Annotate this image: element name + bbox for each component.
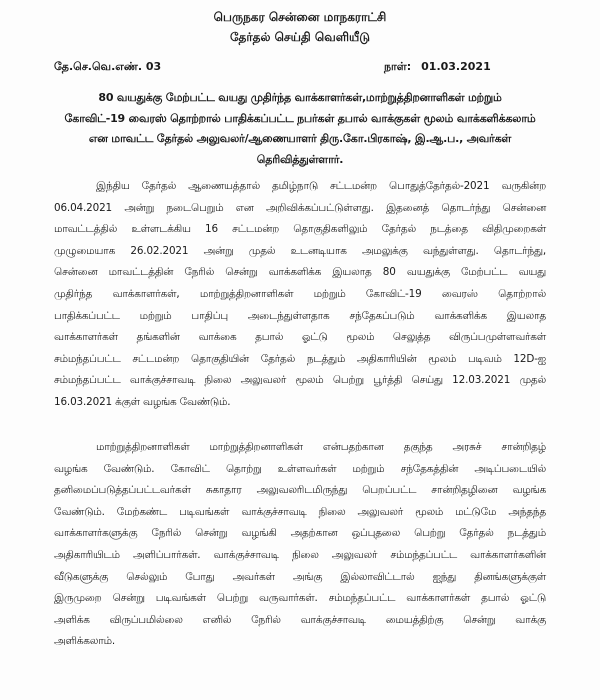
paragraph-line: 16.03.2021 க்குள் வழங்க வேண்டும்.: [54, 395, 231, 408]
headline-line: தெரிவித்துள்ளார்.: [256, 152, 344, 166]
paragraph-line: சம்மந்தப்பட்ட வாக்குச்சாவடி நிலை அலுவலர் மூலம் பெற்று பூர்த்தி செய்து 12.03.2021 முதல்: [54, 374, 546, 387]
date-block: [384, 59, 491, 75]
paragraph-line: வீடுகளுக்கு செல்லும் போது அவர்கள் அங்கு இல்லாவிட்டால் ஐந்து தினங்களுக்குள்: [54, 570, 546, 583]
paragraph-line: 06.04.2021 அன்று நடைபெறும் என அறிவிக்கப்பட்டுள்ளது. இதனைத் தொடர்ந்து சென்னை: [54, 201, 546, 214]
paragraph-line: தனிமைப்படுத்தப்பட்டவர்கள் சுகாதார அலுவலரிடமிருந்து பெறப்பட்ட சான்றிதழினை வழங்க: [54, 484, 546, 497]
body-paragraph-1: [54, 176, 546, 414]
paragraph-line: அளிக்கலாம்.: [54, 635, 115, 648]
paragraph-line: சம்மந்தப்பட்ட சட்டமன்ற தொகுதியின் தேர்தல் நடத்தும் அதிகாரியின் மூலம் படிவம் 12D-ஐ: [54, 352, 546, 365]
paragraph-line: முழுமையாக 26.02.2021 அன்று முதல் உடனடியாக அமலுக்கு வந்துள்ளது. தொடர்ந்து,: [54, 244, 546, 257]
paragraph-line: இந்திய தேர்தல் ஆணையத்தால் தமிழ்நாடு சட்டமன்ற பொதுத்தேர்தல்-2021 வருகின்ற: [96, 180, 546, 192]
date-label: நாள்:: [384, 60, 412, 73]
headline-line: 80 வயதுக்கு மேற்பட்ட வயது முதிர்ந்த வாக்காளர்கள்,மாற்றுத்திறனாளிகள் மற்றும்: [98, 91, 502, 104]
document-title: தேர்தல் செய்தி வெளியீடு: [230, 30, 370, 44]
headline-line: என மாவட்ட தேர்தல் அலுவலர்/ஆணையாளர் திரு.கோ.பிரகாஷ், இ.ஆ.ப., அவர்கள்: [88, 132, 512, 145]
paragraph-line: அதிகாரியிடம் அளிப்பார்கள். வாக்குச்சாவடி நிலை அலுவலர் சம்மந்தப்பட்ட வாக்காளர்களின்: [54, 548, 546, 561]
paragraph-line: மாவட்டத்தில் உள்ளடக்கிய 16 சட்டமன்ற தொகுதிகளிலும் தேர்தல் நடத்தை விதிமுறைகள்: [54, 223, 546, 236]
paragraph-line: முதிர்ந்த வாக்காளர்கள், மாற்றுத்திறனாளிகள் மற்றும் கோவிட்-19 வைரஸ் தொற்றால்: [54, 287, 546, 300]
paragraph-line: சென்னை மாவட்டத்தின் நேரில் சென்று வாக்களிக்க இயலாத 80 வயதுக்கு மேற்பட்ட வயது: [54, 266, 546, 279]
organization-name: பெருநகர சென்னை மாநகராட்சி: [213, 10, 387, 24]
headline: [50, 88, 550, 170]
paragraph-line: அளிக்க விருப்பமில்லை எனில் நேரில் வாக்குச்சாவடி மையத்திற்கு சென்று வாக்கு: [54, 613, 546, 626]
paragraph-line: மாற்றுத்திறனாளிகள் மாற்றுத்திறனாளிகள் என்பதற்கான தகுந்த அரசுச் சான்றிதழ்: [96, 441, 546, 453]
paragraph-line: இருமுறை சென்று படிவங்கள் பெற்று வருவார்கள். சம்மந்தப்பட்ட வாக்காளர்கள் தபால் ஓட்டு: [54, 592, 546, 605]
reference-row: [0, 59, 600, 75]
body-paragraph-2: [54, 437, 546, 653]
headline-line: கோவிட்-19 வைரஸ் தொற்றால் பாதிக்கப்பட்ட நபர்கள் தபால் வாக்குகள் மூலம் வாக்களிக்கலாம்: [64, 111, 536, 125]
paragraph-line: பாதிக்கப்பட்ட மற்றும் பாதிப்பு அடைந்துள்ளதாக சந்தேகப்படும் வாக்களிக்க இயலாத: [54, 309, 546, 322]
paragraph-line: வேண்டும். மேற்கண்ட படிவங்கள் வாக்குச்சாவடி நிலை அலுவலர் மூலம் மட்டுமே அந்தந்த: [54, 505, 546, 518]
reference-number: தே.செ.வெ.எண். 03: [54, 60, 162, 73]
paragraph-line: வாக்காளர்கள் தங்களின் வாக்கை தபால் ஓட்டு மூலம் செலுத்த விருப்பமுள்ளவர்கள்: [54, 331, 546, 344]
paragraph-line: வழங்க வேண்டும். கோவிட் தொற்று உள்ளவர்கள் மற்றும் சந்தேகத்தின் அடிப்படையில்: [54, 462, 546, 475]
date-value: 01.03.2021: [421, 60, 491, 73]
paragraph-line: வாக்காளர்களுக்கு நேரில் சென்று வழங்கி அதற்கான ஒப்புதலை பெற்று தேர்தல் நடத்தும்: [54, 527, 546, 540]
